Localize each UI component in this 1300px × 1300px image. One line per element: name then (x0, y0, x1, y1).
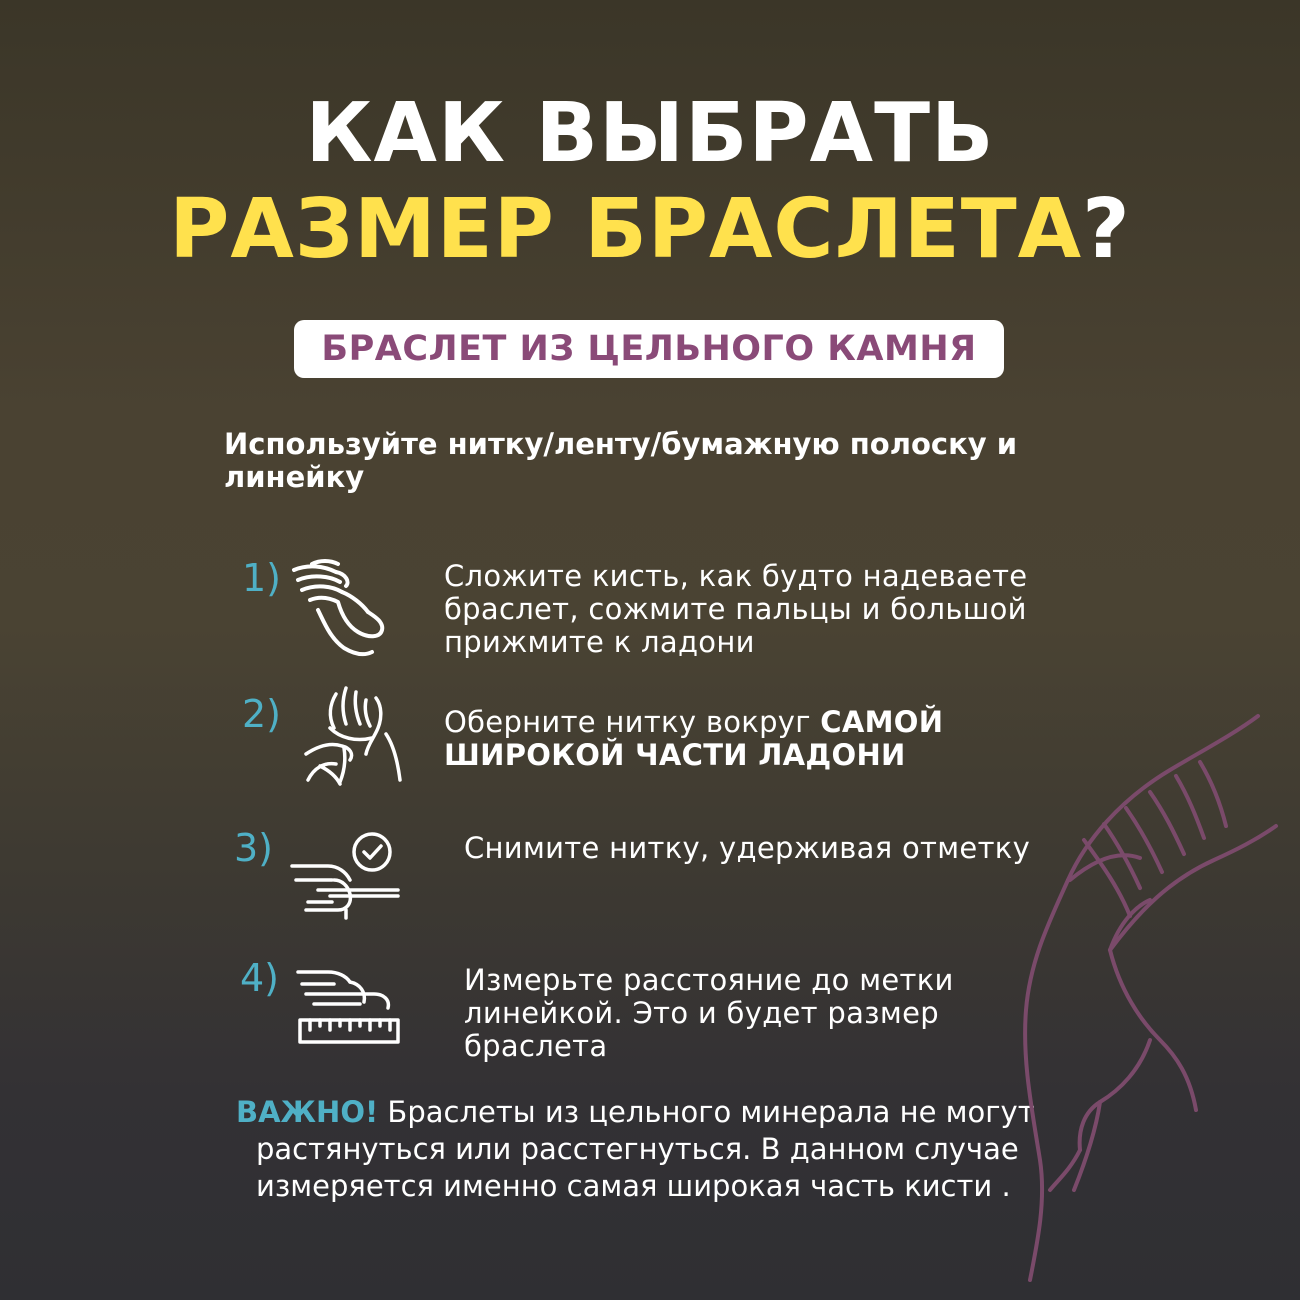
important-line-2: растянуться или расстегнуться. В данном случае (256, 1132, 1019, 1166)
title-question-mark: ? (1082, 182, 1131, 277)
subtitle-badge: БРАСЛЕТ ИЗ ЦЕЛЬНОГО КАМНЯ (294, 320, 1004, 378)
step-2-text (444, 706, 1004, 772)
step-2-text-plain: Оберните нитку вокруг (444, 705, 821, 739)
important-line-3: измеряется именно самая широкая часть кисти . (256, 1169, 1011, 1203)
step-2-number: 2) (242, 692, 282, 736)
decorative-hand-bracelet-icon (1000, 690, 1300, 1300)
folded-hand-icon (288, 556, 388, 662)
step-1-number: 1) (242, 556, 282, 600)
title-line-2 (0, 180, 1300, 280)
wrap-thread-hand-icon (300, 684, 410, 788)
step-3-number: 3) (234, 826, 274, 870)
step-4-number: 4) (240, 956, 280, 1000)
step-3-text: Снимите нитку, удерживая отметку (464, 831, 1031, 865)
remove-thread-check-icon (288, 830, 402, 922)
ruler-measure-icon (294, 964, 404, 1048)
step-4-text: Измерьте расстояние до метки линейкой. Это и будет размер браслета (464, 963, 954, 1063)
step-2-text-bold: САМОЙ ШИРОКОЙ ЧАСТИ ЛАДОНИ (444, 705, 944, 772)
important-label: ВАЖНО! (236, 1095, 379, 1129)
intro-text: Используйте нитку/ленту/бумажную полоску и линейку (224, 427, 1018, 494)
step-1-text: Сложите кисть, как будто надеваете браслет, сожмите пальцы и большой прижмите к ладони (444, 559, 1028, 659)
title-line-1: КАК ВЫБРАТЬ (305, 86, 995, 181)
important-text-1: Браслеты из цельного минерала не могут (378, 1095, 1035, 1129)
title-highlight: РАЗМЕР БРАСЛЕТА (169, 182, 1083, 277)
